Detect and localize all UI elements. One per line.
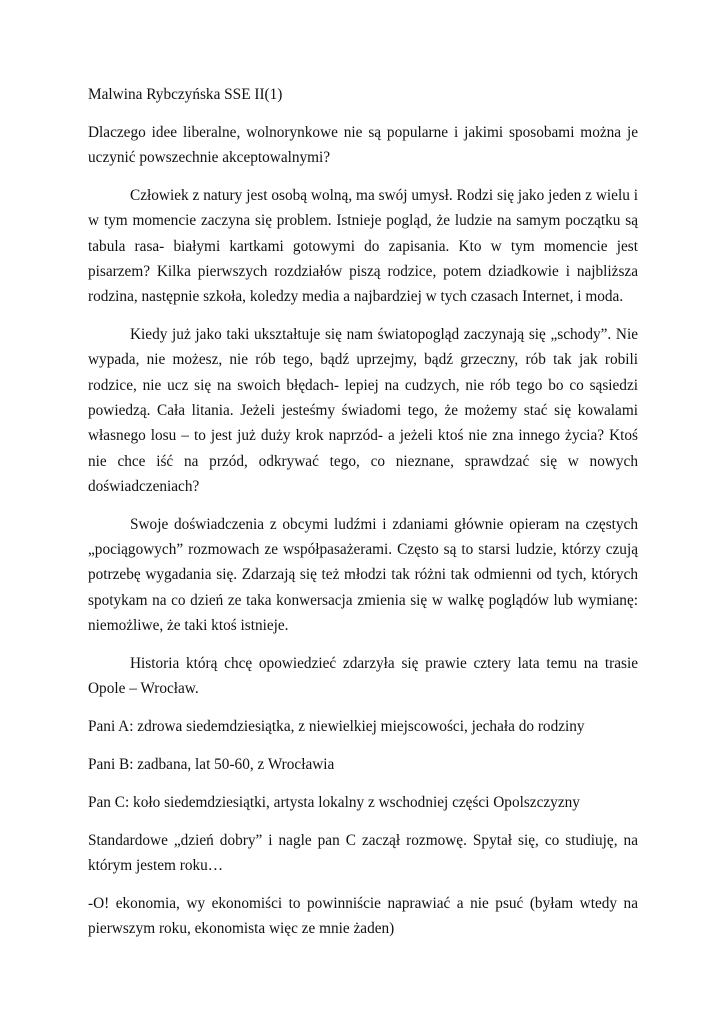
paragraph-1: Człowiek z natury jest osobą wolną, ma swój umysł. Rodzi się jako jeden z wielu i w tym momencie zaczyna się problem. Istnieje pogląd, że ludzie na samym początku są tabula rasa- białymi kartkami gotowymi do zapisania. Kto w tym momencie jest pisarzem? Kilka pierwszych rozdziałów piszą rodzice, potem dziadkowie i najbliższa rodzina, następnie szkoła, koledzy media a najbardziej w tych czasach Internet, i moda. xyxy=(88,187,638,306)
paragraph-4: Historia którą chcę opowiedzieć zdarzyła się prawie cztery lata temu na trasie Opole – Wrocław. xyxy=(88,654,638,698)
paragraph-dialogue-line: -O! ekonomia, wy ekonomiści to powinniście naprawiać a nie psuć (byłam wtedy na pierwszym roku, ekonomista więc ze mnie żaden) xyxy=(88,894,638,938)
author-line: Malwina Rybczyńska SSE II(1) xyxy=(88,86,283,103)
paragraph-2: Kiedy już jako taki ukształtuje się nam światopogląd zaczynają się „schody”. Nie wypada, nie możesz, nie rób tego, bądź uprzejmy, bądź grzeczny, rób tak jak robili rodzice, nie ucz się na swoich błędach- lepiej na cudzych, nie rób tego bo co sąsiedzi powiedzą. Cała litania. Jeżeli jesteśmy świadomi tego, że możemy stać się kowalami własnego losu – to jest już duży krok naprzód- a jeżeli ktoś nie zna innego życia? Ktoś nie chce iść na przód, odkrywać tego, co nieznane, sprawdzać się w nowych doświadczeniach? xyxy=(88,326,638,495)
character-b: Pani B: zadbana, lat 50-60, z Wrocławia xyxy=(88,755,335,773)
document-page xyxy=(88,82,638,954)
paragraph-3: Swoje doświadczenia z obcymi ludźmi i zdaniami głównie opieram na częstych „pociągowych” rozmowach ze współpasażerami. Często są to starsi ludzie, którzy czują potrzebę wygadania się. Zdarzają się też młodzi tak różni tak odmienni od tych, których spotykam na co dzień ze taka konwersacja zmienia się w walkę poglądów lub wymianę: niemożliwe, że taki ktoś istnieje. xyxy=(88,515,638,635)
essay-question: Dlaczego idee liberalne, wolnorynkowe nie są popularne i jakimi sposobami można je uczynić powszechnie akceptowalnymi? xyxy=(88,123,638,167)
character-a: Pani A: zdrowa siedemdziesiątka, z niewielkiej miejscowości, jechała do rodziny xyxy=(88,718,585,736)
paragraph-dialogue-intro: Standardowe „dzień dobry” i nagle pan C zaczął rozmowę. Spytał się, co studiuję, na którym jestem roku… xyxy=(88,831,638,875)
character-c: Pan C: koło siedemdziesiątki, artysta lokalny z wschodniej części Opolszczyzny xyxy=(88,793,580,811)
